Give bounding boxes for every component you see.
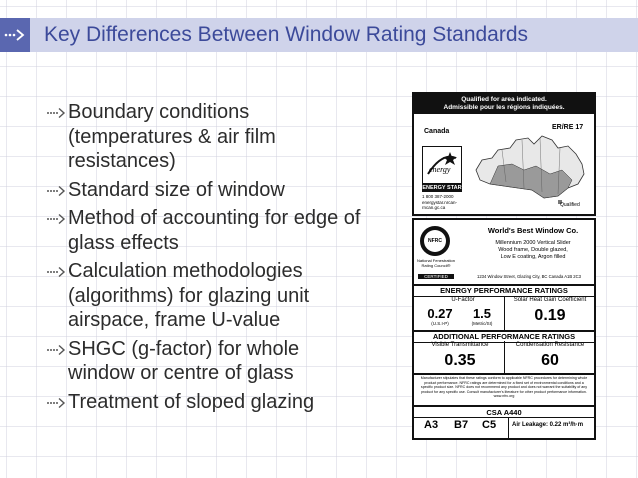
energy-performance-header: ENERGY PERFORMANCE RATINGS	[414, 284, 594, 297]
nfrc-council: National Fenestration Rating Council®	[416, 258, 456, 268]
grade-a: A3	[424, 419, 439, 431]
es-zone: ER/RE 17	[552, 124, 584, 131]
nfrc-certified: CERTIFIED	[418, 274, 454, 279]
divider	[414, 405, 594, 407]
nfrc-address: 1234 Window Street, Glazing City, BC Canada A1B 2C3	[477, 274, 581, 279]
es-header-line: Qualified for area indicated.	[461, 96, 547, 103]
energy-star-label	[412, 92, 596, 216]
u-factor-metric-unit: (Metric/SI)	[471, 321, 493, 326]
divider	[508, 417, 509, 438]
bullet-item	[46, 337, 406, 386]
bullet-item	[46, 390, 406, 415]
additional-performance-header: ADDITIONAL PERFORMANCE RATINGS	[414, 330, 594, 343]
nfrc-fine-print: Manufacturer stipulates that these ratings conform to applicable NFRC procedures for determining whole product performance. NFRC ratings are determined for a fixed set of environmental conditions and a specific product size. NFRC does not recommend any product and does not warrant the suitability of any product for any specific use. Consult manufacturer's literature for other product performance information. www.nfrc.org	[420, 376, 588, 398]
nfrc-product-line: Millennium 2000 Vertical Slider	[495, 240, 571, 246]
u-factor-metric-value: 1.5	[472, 306, 492, 321]
bullet-item	[46, 100, 406, 174]
bullet-item	[46, 178, 406, 203]
grade-c: C5	[482, 419, 497, 431]
nfrc-logo-icon	[420, 226, 450, 256]
shgc-value: 0.19	[534, 307, 566, 324]
bullet-text: Treatment of sloped glazing	[68, 390, 315, 413]
bullet-text: Boundary conditions (temperatures & air film resistances)	[68, 101, 276, 172]
dotted-arrow-icon	[46, 106, 68, 124]
u-factor-si-value: 0.27	[427, 306, 453, 321]
energy-star-logo-icon	[422, 146, 462, 184]
dotted-arrow-icon	[46, 184, 68, 202]
air-leakage: Air Leakage: 0.22 m³/h·m	[512, 422, 584, 428]
es-contact	[422, 194, 470, 211]
divider	[504, 341, 505, 373]
es-header	[414, 94, 594, 114]
es-contact-line: 1 800 387-2000	[422, 194, 454, 199]
cr-label: Condensation Resistance	[515, 342, 585, 348]
nfrc-product-line: Wood frame, Double glazed,	[498, 247, 568, 253]
arrow-icon	[0, 18, 30, 52]
es-logo-script: energy	[429, 165, 451, 174]
divider	[414, 417, 594, 418]
bullet-text: SHGC (g-factor) for whole window or centre of glass	[68, 337, 300, 384]
grade-b: B7	[454, 419, 469, 431]
es-contact-line: rncan.gc.ca	[422, 205, 446, 210]
es-contact-line: energystar.nrcan-	[422, 199, 458, 205]
bullet-text: Calculation methodologies (algorithms) for glazing unit airspace, frame U-value	[68, 260, 310, 331]
title-bar	[0, 18, 638, 52]
divider	[504, 296, 505, 330]
nfrc-company: World's Best Window Co.	[487, 226, 579, 235]
slide-title: Key Differences Between Window Rating Standards	[44, 23, 529, 46]
dotted-arrow-icon	[46, 265, 68, 283]
bullet-item	[46, 259, 406, 333]
bullet-text: Standard size of window	[68, 178, 285, 201]
bullet-text: Method of accounting for edge of glass effects	[68, 207, 361, 254]
es-qualified-legend: Qualified	[560, 202, 580, 208]
dotted-arrow-icon	[46, 396, 68, 414]
bullet-item	[46, 206, 406, 255]
es-country: Canada	[424, 128, 450, 135]
es-header-line: Admissible pour les régions indiquées.	[443, 104, 565, 111]
csa-title: CSA A440	[486, 408, 522, 417]
nfrc-logo-text: NFRC	[424, 230, 446, 252]
nfrc-label	[412, 218, 596, 440]
canada-map-icon	[472, 130, 590, 208]
shgc-label: Solar Heat Gain Coefficient	[513, 297, 587, 303]
es-logo-text: ENERGY STAR	[422, 185, 462, 191]
u-factor-label: U-Factor	[451, 297, 475, 303]
nfrc-product-line: Low E coating, Argon filled	[500, 254, 566, 260]
dotted-arrow-icon	[46, 343, 68, 361]
cr-value: 60	[541, 352, 559, 369]
vt-value: 0.35	[444, 352, 476, 369]
nfrc-top	[414, 220, 594, 284]
vt-label: Visible Transmittance	[431, 342, 489, 348]
dotted-arrow-icon	[46, 212, 68, 230]
u-factor-si-unit: (U.S.I-P)	[431, 321, 449, 326]
divider	[414, 373, 594, 375]
nfrc-product	[474, 240, 592, 261]
bullet-list	[46, 100, 406, 418]
